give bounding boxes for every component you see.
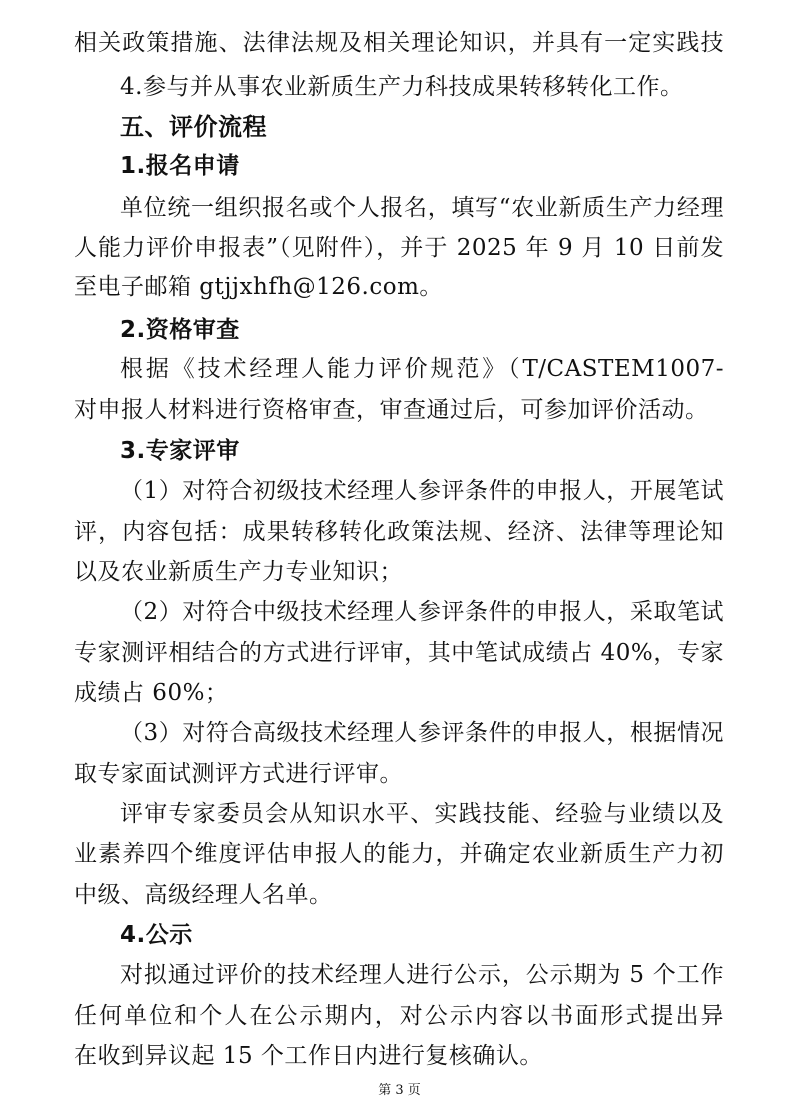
- body-line: 成绩占 60%；: [74, 680, 229, 706]
- subsection-heading: 4.公示: [120, 922, 193, 948]
- body-line: 至电子邮箱 gtjjxhfh@126.com。: [74, 274, 443, 300]
- body-line: 任何单位和个人在公示期内，对公示内容以书面形式提出异: [74, 1003, 724, 1029]
- subsection-heading: 3.专家评审: [120, 438, 240, 464]
- body-line: （3）对符合高级技术经理人参评条件的申报人，根据情况: [120, 720, 724, 746]
- body-line: 业素养四个维度评估申报人的能力，并确定农业新质生产力初: [74, 841, 724, 867]
- body-line: 以及农业新质生产力专业知识；: [74, 559, 403, 585]
- section-heading: 五、评价流程: [120, 113, 267, 141]
- body-line: 专家测评相结合的方式进行评审，其中笔试成绩占 40%，专家: [74, 640, 724, 666]
- body-line: 取专家面试测评方式进行评审。: [74, 761, 403, 787]
- body-line: 4.参与并从事农业新质生产力科技成果转移转化工作。: [120, 74, 684, 100]
- body-line: 对申报人材料进行资格审查，审查通过后，可参加评价活动。: [74, 397, 709, 423]
- body-line: （1）对符合初级技术经理人参评条件的申报人，开展笔试: [120, 478, 724, 504]
- body-line: （2）对符合中级技术经理人参评条件的申报人，采取笔试: [120, 599, 724, 625]
- subsection-heading: 1.报名申请: [120, 153, 240, 179]
- body-line: 在收到异议起 15 个工作日内进行复核确认。: [74, 1043, 543, 1069]
- page-number: 第 3 页: [378, 1083, 421, 1098]
- body-line: 评，内容包括：成果转移转化政策法规、经济、法律等理论知: [74, 519, 724, 545]
- body-line: 单位统一组织报名或个人报名，填写“农业新质生产力经理: [120, 195, 724, 221]
- body-line: 评审专家委员会从知识水平、实践技能、经验与业绩以及: [120, 801, 724, 827]
- body-line: 根据《技术经理人能力评价规范》（T/CASTEM1007-: [120, 356, 724, 382]
- body-line: 中级、高级经理人名单。: [74, 882, 333, 908]
- body-line: 相关政策措施、法律法规及相关理论知识，并具有一定实践技: [74, 30, 724, 56]
- body-line: 人能力评价申报表”（见附件），并于 2025 年 9 月 10 日前发: [74, 235, 724, 261]
- subsection-heading: 2.资格审查: [120, 317, 240, 343]
- body-line: 对拟通过评价的技术经理人进行公示，公示期为 5 个工作: [120, 962, 724, 988]
